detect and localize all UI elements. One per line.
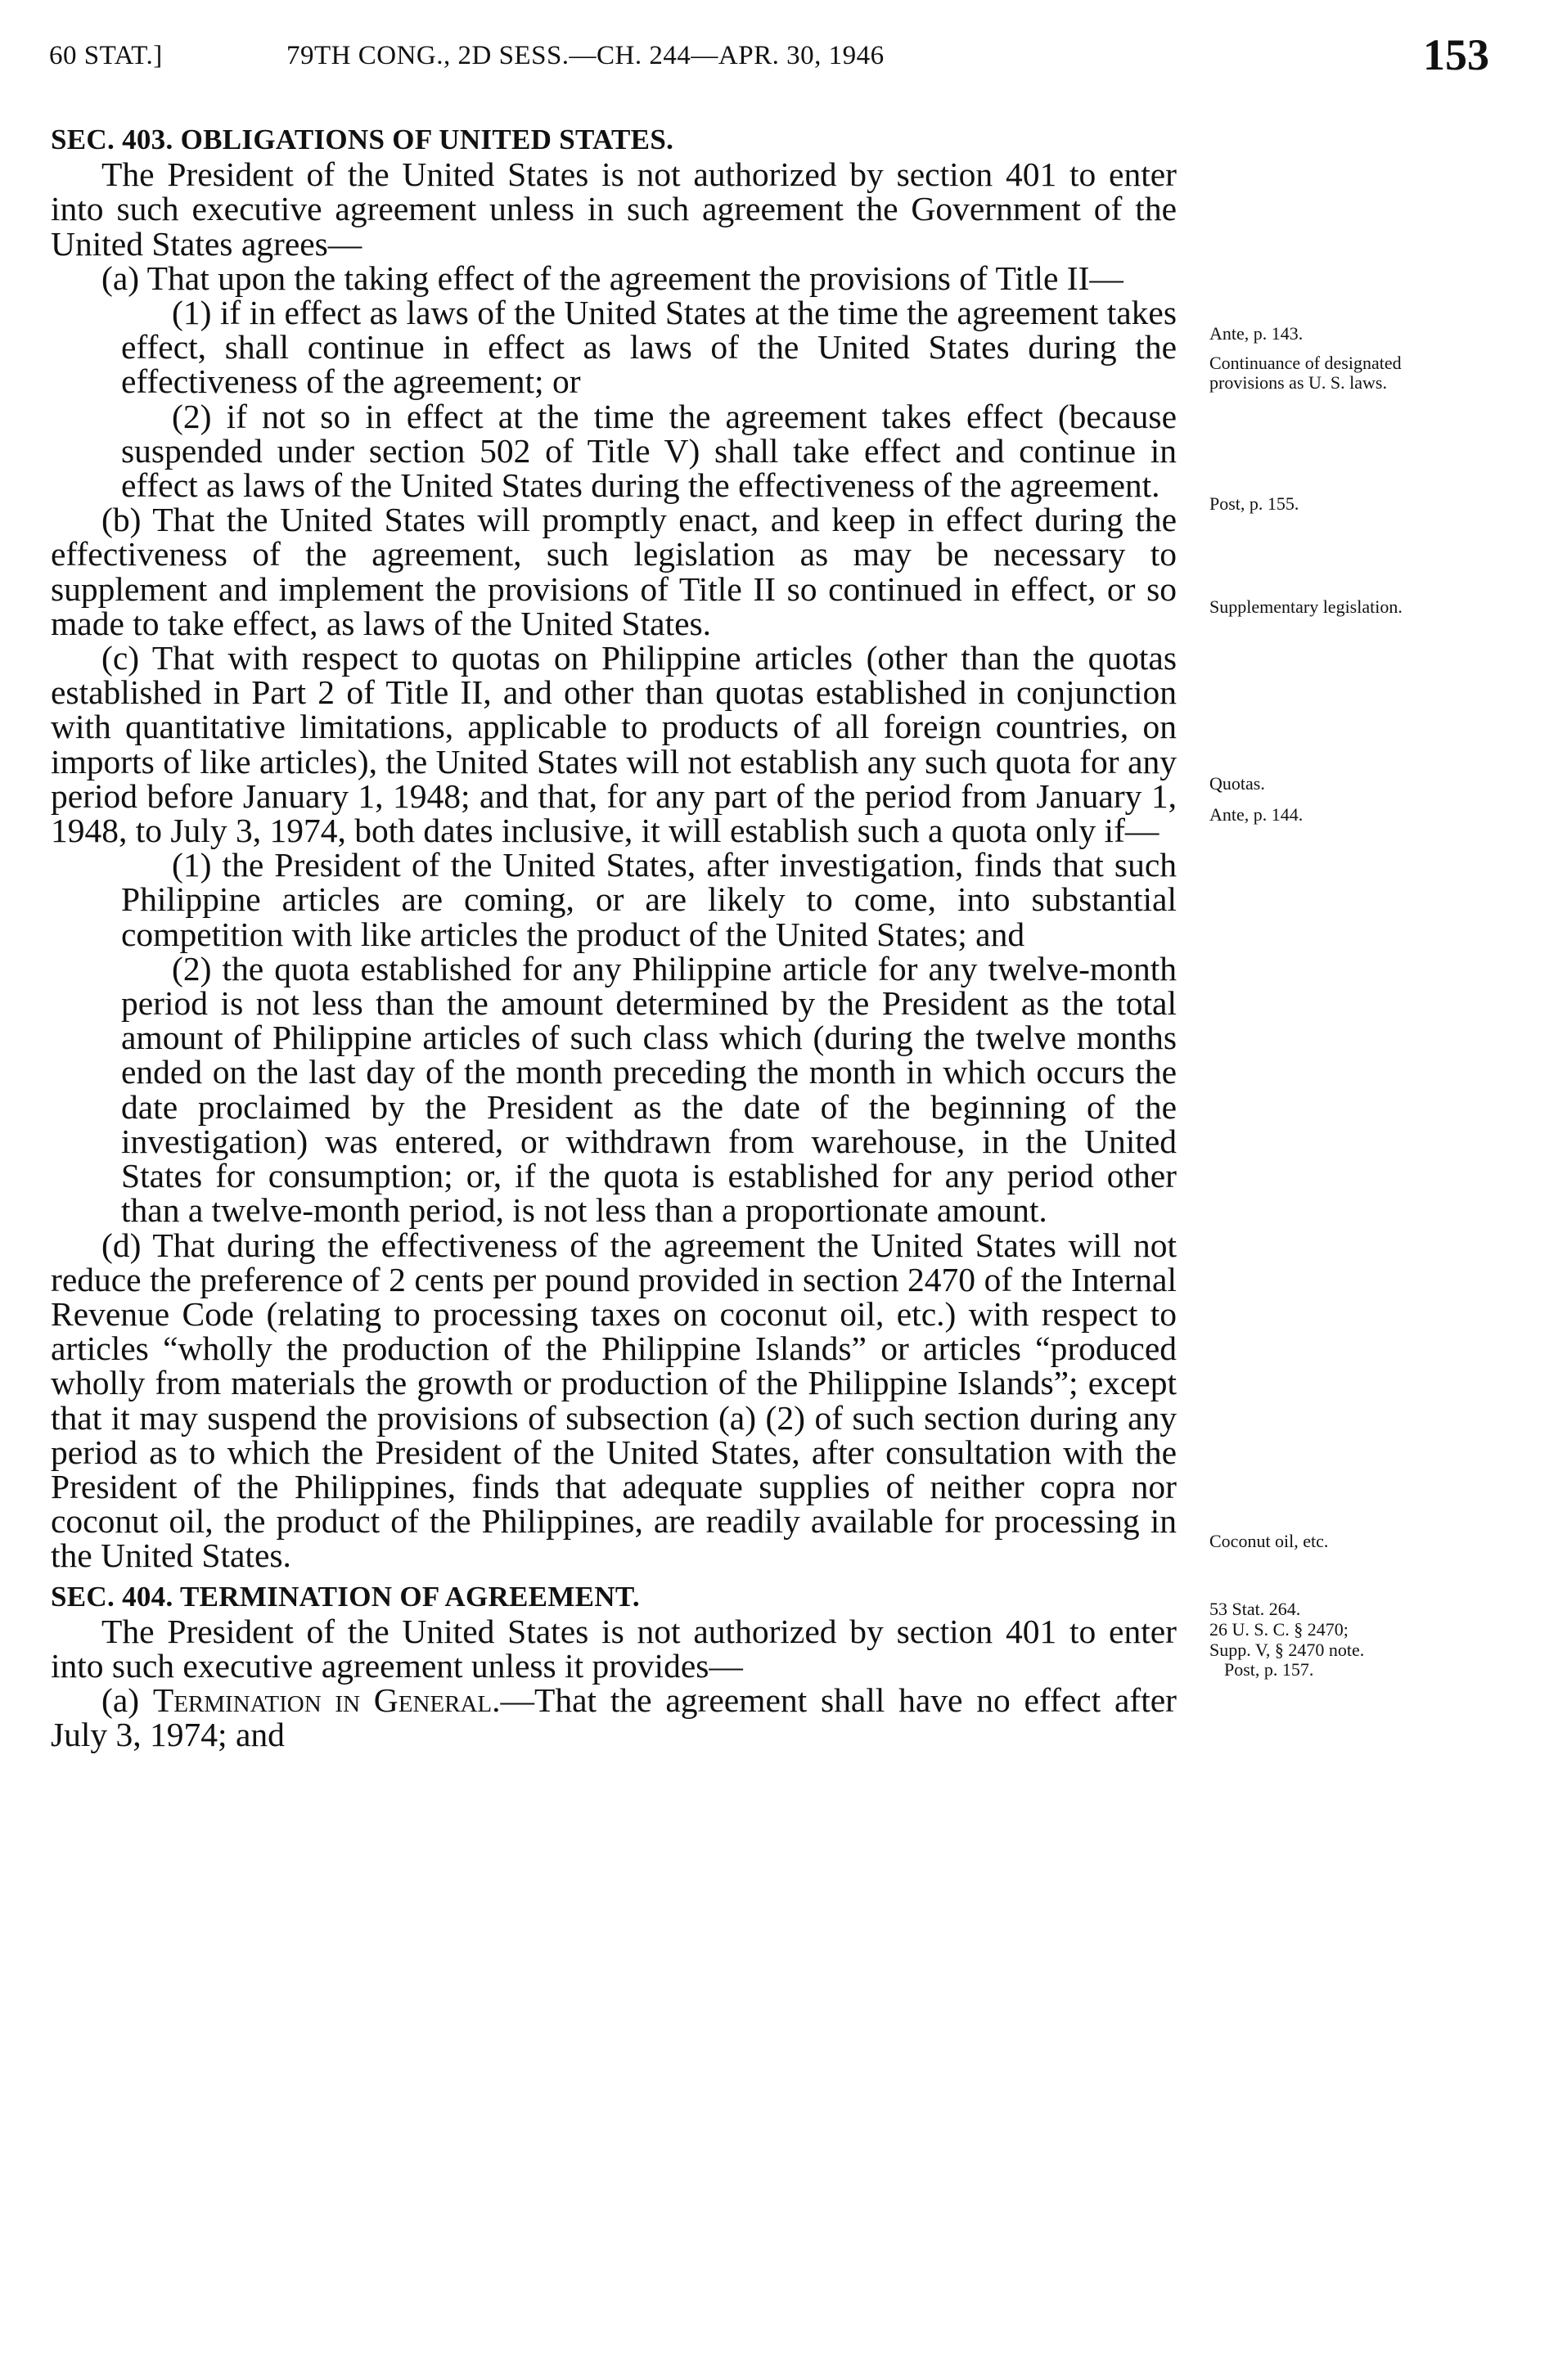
margin-note-quotas: Quotas.: [1209, 773, 1265, 794]
margin-note-coconut-oil: Coconut oil, etc.: [1209, 1531, 1329, 1551]
margin-note-ante-144: Ante, p. 144.: [1209, 804, 1304, 825]
running-header: [49, 29, 1489, 95]
volume-citation: 60 STAT.]: [49, 41, 163, 70]
section-403-heading: SEC. 403. OBLIGATIONS OF UNITED STATES.: [51, 124, 674, 155]
section-404-a-caption: Termination in General.: [152, 1681, 501, 1720]
section-403-c: (c) That with respect to quotas on Philippine articles (other than the quotas established in Part 2 of Title II, and other than quotas established in conjunction with quantitative limitations, applicable to products of all foreign countries, on imports of like articles), the United States will not establish any such quota for any period before January 1, 1948; and that, for any part of the period from January 1, 1948, to July 3, 1974, both dates inclusive, it will establish such a quota only if—: [51, 639, 1177, 850]
margin-note-supplementary: Supplementary legislation.: [1209, 596, 1403, 617]
margin-note-post-155: Post, p. 155.: [1209, 493, 1299, 514]
section-404-a-text: —That the agreement shall have no effect after July 3, 1974; and: [51, 1681, 1177, 1754]
section-403-a1: (1) if in effect as laws of the United States at the time the agreement takes effect, shall continue in effect as laws of the United States during the effectiveness of the agreement; or: [121, 294, 1177, 401]
margin-note-post-157: Post, p. 157.: [1224, 1659, 1314, 1680]
section-403-intro: The President of the United States is not authorized by section 401 to enter into such executive agreement unless in such agreement the Government of the United States agrees—: [51, 155, 1177, 263]
section-403-b: (b) That the United States will promptly enact, and keep in effect during the effectiveness of the agreement, such legislation as may be necessary to supplement and implement the provisions of Title II so continued in effect, or so made to take effect, as laws of the United States.: [51, 501, 1177, 642]
section-403-d: (d) That during the effectiveness of the agreement the United States will not reduce the preference of 2 cents per pound provided in section 2470 of the Internal Revenue Code (relating to processing taxes on coconut oil, etc.) with respect to articles “wholly the production of the Philippine Islands” or articles “produced wholly from materials the growth or production of the Philippine Islands”; except that it may suspend the provisions of subsection (a) (2) of such section during any period as to which the President of the United States, after consultation with the President of the Philippines, finds that adequate supplies of neither copra nor coconut oil, the product of the Philippines, are readily available for processing in the United States.: [51, 1226, 1177, 1575]
section-403-a2: (2) if not so in effect at the time the agreement takes effect (because suspended under section 502 of Title V) shall take effect and continue in effect as laws of the United States during the effectiveness of the agreement.: [121, 397, 1177, 505]
session-chapter-date: 79TH CONG., 2D SESS.—CH. 244—APR. 30, 1946: [286, 41, 885, 70]
section-404-a-label: (a): [101, 1681, 153, 1720]
section-404-intro: The President of the United States is not authorized by section 401 to enter into such executive agreement unless it provides—: [51, 1612, 1177, 1685]
section-403-c2: (2) the quota established for any Philippine article for any twelve-month period is not less than the amount determined by the President as the total amount of Philippine articles of such class which (during the twelve months ended on the last day of the month preceding the month in which occurs the date proclaimed by the President as the date of the beginning of the investigation) was entered, or withdrawn from warehouse, in the United States for consumption; or, if the quota is established for any period other than a twelve-month period, is not less than a proportionate amount.: [121, 949, 1177, 1230]
statute-body: [51, 123, 1177, 1752]
section-404-heading: SEC. 404. TERMINATION OF AGREEMENT.: [51, 1580, 640, 1613]
page-number: 153: [1423, 30, 1489, 79]
margin-note-supp-v: Supp. V, § 2470 note.: [1209, 1640, 1365, 1660]
margin-note-continuance: Continuance of designated provisions as U. S. laws.: [1209, 353, 1402, 393]
section-404-a: [51, 1683, 1177, 1752]
margin-note-53-stat-264: 53 Stat. 264.: [1209, 1599, 1301, 1619]
section-403-a: (a) That upon the taking effect of the agreement the provisions of Title II—: [101, 259, 1123, 297]
margin-note-ante-143: Ante, p. 143.: [1209, 323, 1304, 344]
margin-note-26-usc-2470: 26 U. S. C. § 2470;: [1209, 1619, 1349, 1640]
section-403-c1: (1) the President of the United States, after investigation, finds that such Philippine articles are coming, or are likely to come, into substantial competition with like articles the product of the United States; and: [121, 846, 1177, 953]
